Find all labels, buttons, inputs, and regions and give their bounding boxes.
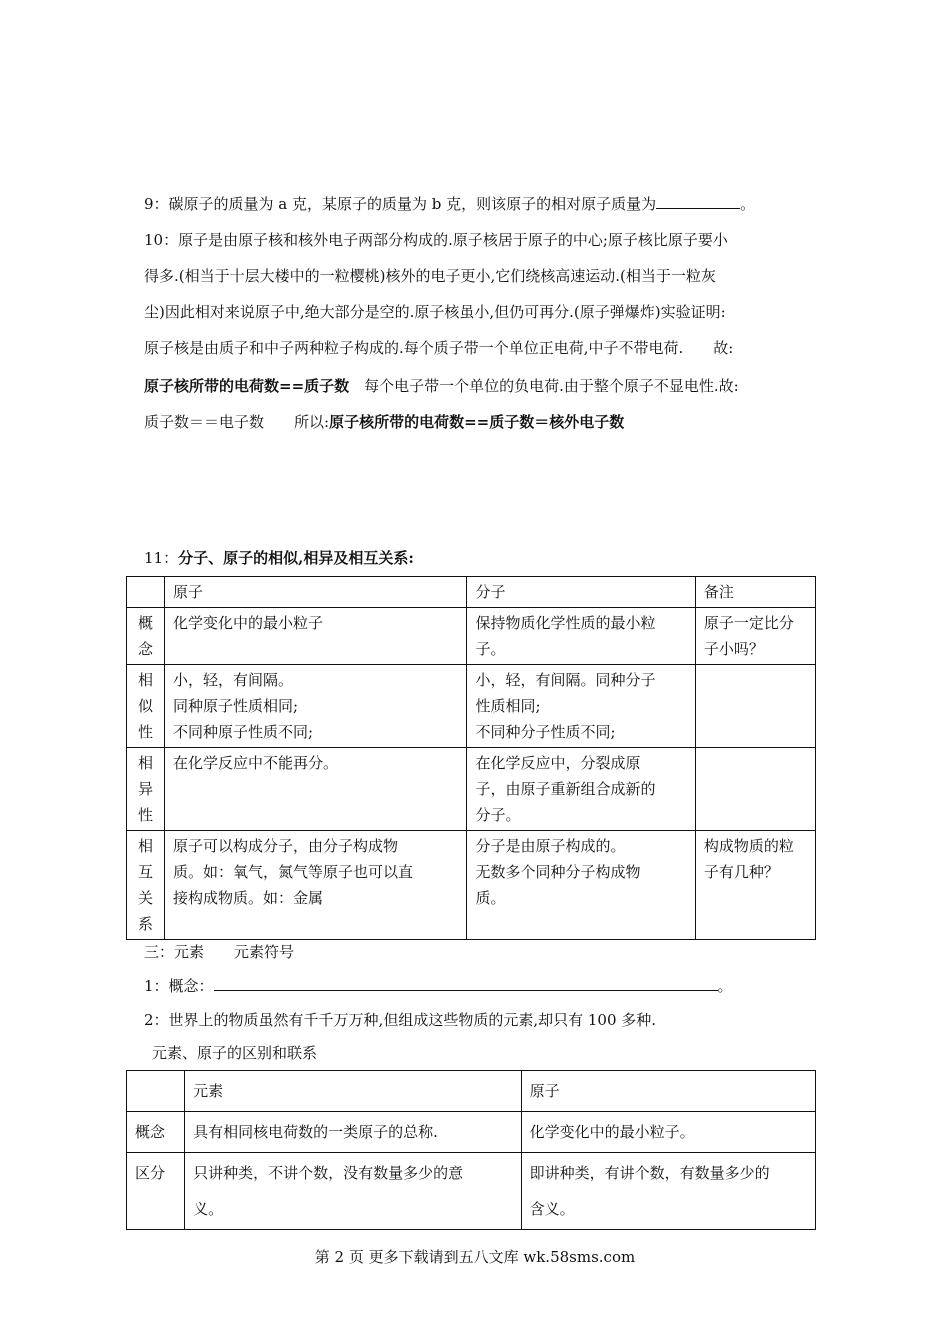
cell-line: 质。 xyxy=(475,889,506,907)
label-char: 相 xyxy=(138,671,154,689)
q10-line-5-rest: 每个电子带一个单位的负电荷.由于整个原子不显电性.故: xyxy=(349,377,739,395)
label-char: 念 xyxy=(138,640,154,658)
cell-line: 接构成物质。如：金属 xyxy=(173,889,324,907)
cell-line: 具有相同核电荷数的一类原子的总称. xyxy=(193,1123,438,1141)
label-char: 相 xyxy=(138,837,154,855)
note-cell xyxy=(695,665,815,748)
cell-line: 子。 xyxy=(475,640,506,658)
header-cell: 备注 xyxy=(695,577,815,608)
label-char: 系 xyxy=(138,915,154,933)
header-cell: 分子 xyxy=(467,577,695,608)
q10-line-2: 得多.(相当于十层大楼中的一粒樱桃)核外的电子更小,它们绕核高速运动.(相当于一粒灰 xyxy=(144,267,716,285)
cell-line: 只讲种类，不讲个数，没有数量多少的意 xyxy=(193,1164,464,1182)
label-char: 性 xyxy=(138,806,154,824)
cell-line: 子小吗？ xyxy=(703,640,764,658)
atom-cell xyxy=(521,1153,815,1230)
atom-cell xyxy=(521,1112,815,1153)
q10-line-4: 原子核是由质子和中子两种粒子构成的.每个质子带一个单位正电荷,中子不带电荷. 故: xyxy=(144,339,734,357)
header-cell xyxy=(127,1071,185,1112)
cell-line: 含义。 xyxy=(529,1200,575,1218)
element-atom-table xyxy=(126,1070,816,1230)
row-label xyxy=(127,831,165,940)
header-cell: 元素 xyxy=(185,1071,521,1112)
row-label xyxy=(127,665,165,748)
cell-line: 化学变化中的最小粒子。 xyxy=(529,1123,695,1141)
label-char: 性 xyxy=(138,723,154,741)
label-char: 相 xyxy=(138,754,154,772)
table-header-row xyxy=(127,577,816,608)
row-label xyxy=(127,748,165,831)
cell-line: 在化学反应中不能再分。 xyxy=(173,754,339,772)
cell-line: 在化学反应中，分裂成原 xyxy=(475,754,641,772)
concept-line xyxy=(144,976,733,996)
cell-line: 小，轻，有间隔。 xyxy=(173,671,294,689)
q11-heading xyxy=(144,548,414,568)
label-char: 异 xyxy=(138,780,154,798)
molecule-cell xyxy=(467,748,695,831)
table-row xyxy=(127,748,816,831)
molecule-cell xyxy=(467,608,695,665)
q10-line-6-plain: 质子数＝＝电子数 所以: xyxy=(144,413,330,431)
cell-line: 原子一定比分 xyxy=(703,614,794,632)
page-footer: 第 2 页 更多下载请到五八文库 wk.58sms.com xyxy=(314,1248,636,1266)
table-row xyxy=(127,665,816,748)
table-row xyxy=(127,1153,816,1230)
q10-line-1: 10：原子是由原子核和核外电子两部分构成的.原子核居于原子的中心;原子核比原子要小 xyxy=(144,231,728,249)
q9-text: 9：碳原子的质量为 a 克，某原子的质量为 b 克，则该原子的相对原子质量为 xyxy=(144,195,657,213)
row-label: 概念 xyxy=(127,1112,185,1153)
atom-cell xyxy=(165,748,467,831)
q11-title: 分子、原子的相似,相异及相互关系: xyxy=(178,549,414,567)
table-row xyxy=(127,831,816,940)
atom-cell xyxy=(165,665,467,748)
element-cell xyxy=(185,1112,521,1153)
header-cell xyxy=(127,577,165,608)
header-cell: 原子 xyxy=(521,1071,815,1112)
label-char: 似 xyxy=(138,697,154,715)
cell-line: 原子可以构成分子，由分子构成物 xyxy=(173,837,399,855)
q10-bold-statement-1: 原子核所带的电荷数==质子数 xyxy=(144,377,350,395)
element-atom-caption: 元素、原子的区别和联系 xyxy=(152,1044,318,1062)
cell-line: 不同种原子性质不同; xyxy=(173,723,314,741)
table-row xyxy=(127,608,816,665)
cell-line: 保持物质化学性质的最小粒 xyxy=(475,614,656,632)
cell-line: 性质相同; xyxy=(475,697,541,715)
cell-line: 构成物质的粒 xyxy=(703,837,794,855)
cell-line: 质。如：氧气，氮气等原子也可以直 xyxy=(173,863,414,881)
element-count-line: 2：世界上的物质虽然有千千万万种,但组成这些物质的元素,却只有 100 多种. xyxy=(144,1011,657,1029)
q10-bold-statement-2: 原子核所带的电荷数==质子数＝核外电子数 xyxy=(329,413,625,431)
cell-line: 无数多个同种分子构成物 xyxy=(475,863,641,881)
q9-answer-blank xyxy=(656,194,740,209)
table-row xyxy=(127,1112,816,1153)
q9-end: 。 xyxy=(740,195,756,213)
q10-line-3: 尘)因此相对来说原子中,绝大部分是空的.原子核虽小,但仍可再分.(原子弹爆炸)实验证明: xyxy=(144,303,726,321)
concept-label: 1：概念： xyxy=(144,977,214,995)
cell-line: 不同种分子性质不同; xyxy=(475,723,616,741)
cell-line: 小，轻，有间隔。同种分子 xyxy=(475,671,656,689)
element-cell xyxy=(185,1153,521,1230)
cell-line: 义。 xyxy=(193,1200,224,1218)
atom-molecule-table xyxy=(126,576,816,940)
cell-line: 化学变化中的最小粒子 xyxy=(173,614,324,632)
atom-cell xyxy=(165,608,467,665)
q9-line xyxy=(144,194,755,214)
cell-line: 即讲种类，有讲个数，有数量多少的 xyxy=(529,1164,770,1182)
header-cell: 原子 xyxy=(165,577,467,608)
concept-answer-blank xyxy=(214,976,718,991)
label-char: 概 xyxy=(138,614,154,632)
row-label xyxy=(127,608,165,665)
molecule-cell xyxy=(467,665,695,748)
row-label: 区分 xyxy=(127,1153,185,1230)
cell-line: 子有几种？ xyxy=(703,863,779,881)
note-cell xyxy=(695,831,815,940)
table-header-row xyxy=(127,1071,816,1112)
label-char: 互 xyxy=(138,863,154,881)
atom-cell xyxy=(165,831,467,940)
cell-line: 分子是由原子构成的。 xyxy=(475,837,626,855)
concept-end: 。 xyxy=(717,977,733,995)
cell-line: 子，由原子重新组合成新的 xyxy=(475,780,656,798)
q11-prefix: 11： xyxy=(144,549,179,567)
cell-line: 同种原子性质相同; xyxy=(173,697,299,715)
note-cell xyxy=(695,748,815,831)
q10-line-6 xyxy=(144,412,624,432)
note-cell xyxy=(695,608,815,665)
section-3-heading: 三：元素 元素符号 xyxy=(144,943,295,961)
molecule-cell xyxy=(467,831,695,940)
label-char: 关 xyxy=(138,889,154,907)
cell-line: 分子。 xyxy=(475,806,521,824)
q10-line-5 xyxy=(144,376,739,396)
